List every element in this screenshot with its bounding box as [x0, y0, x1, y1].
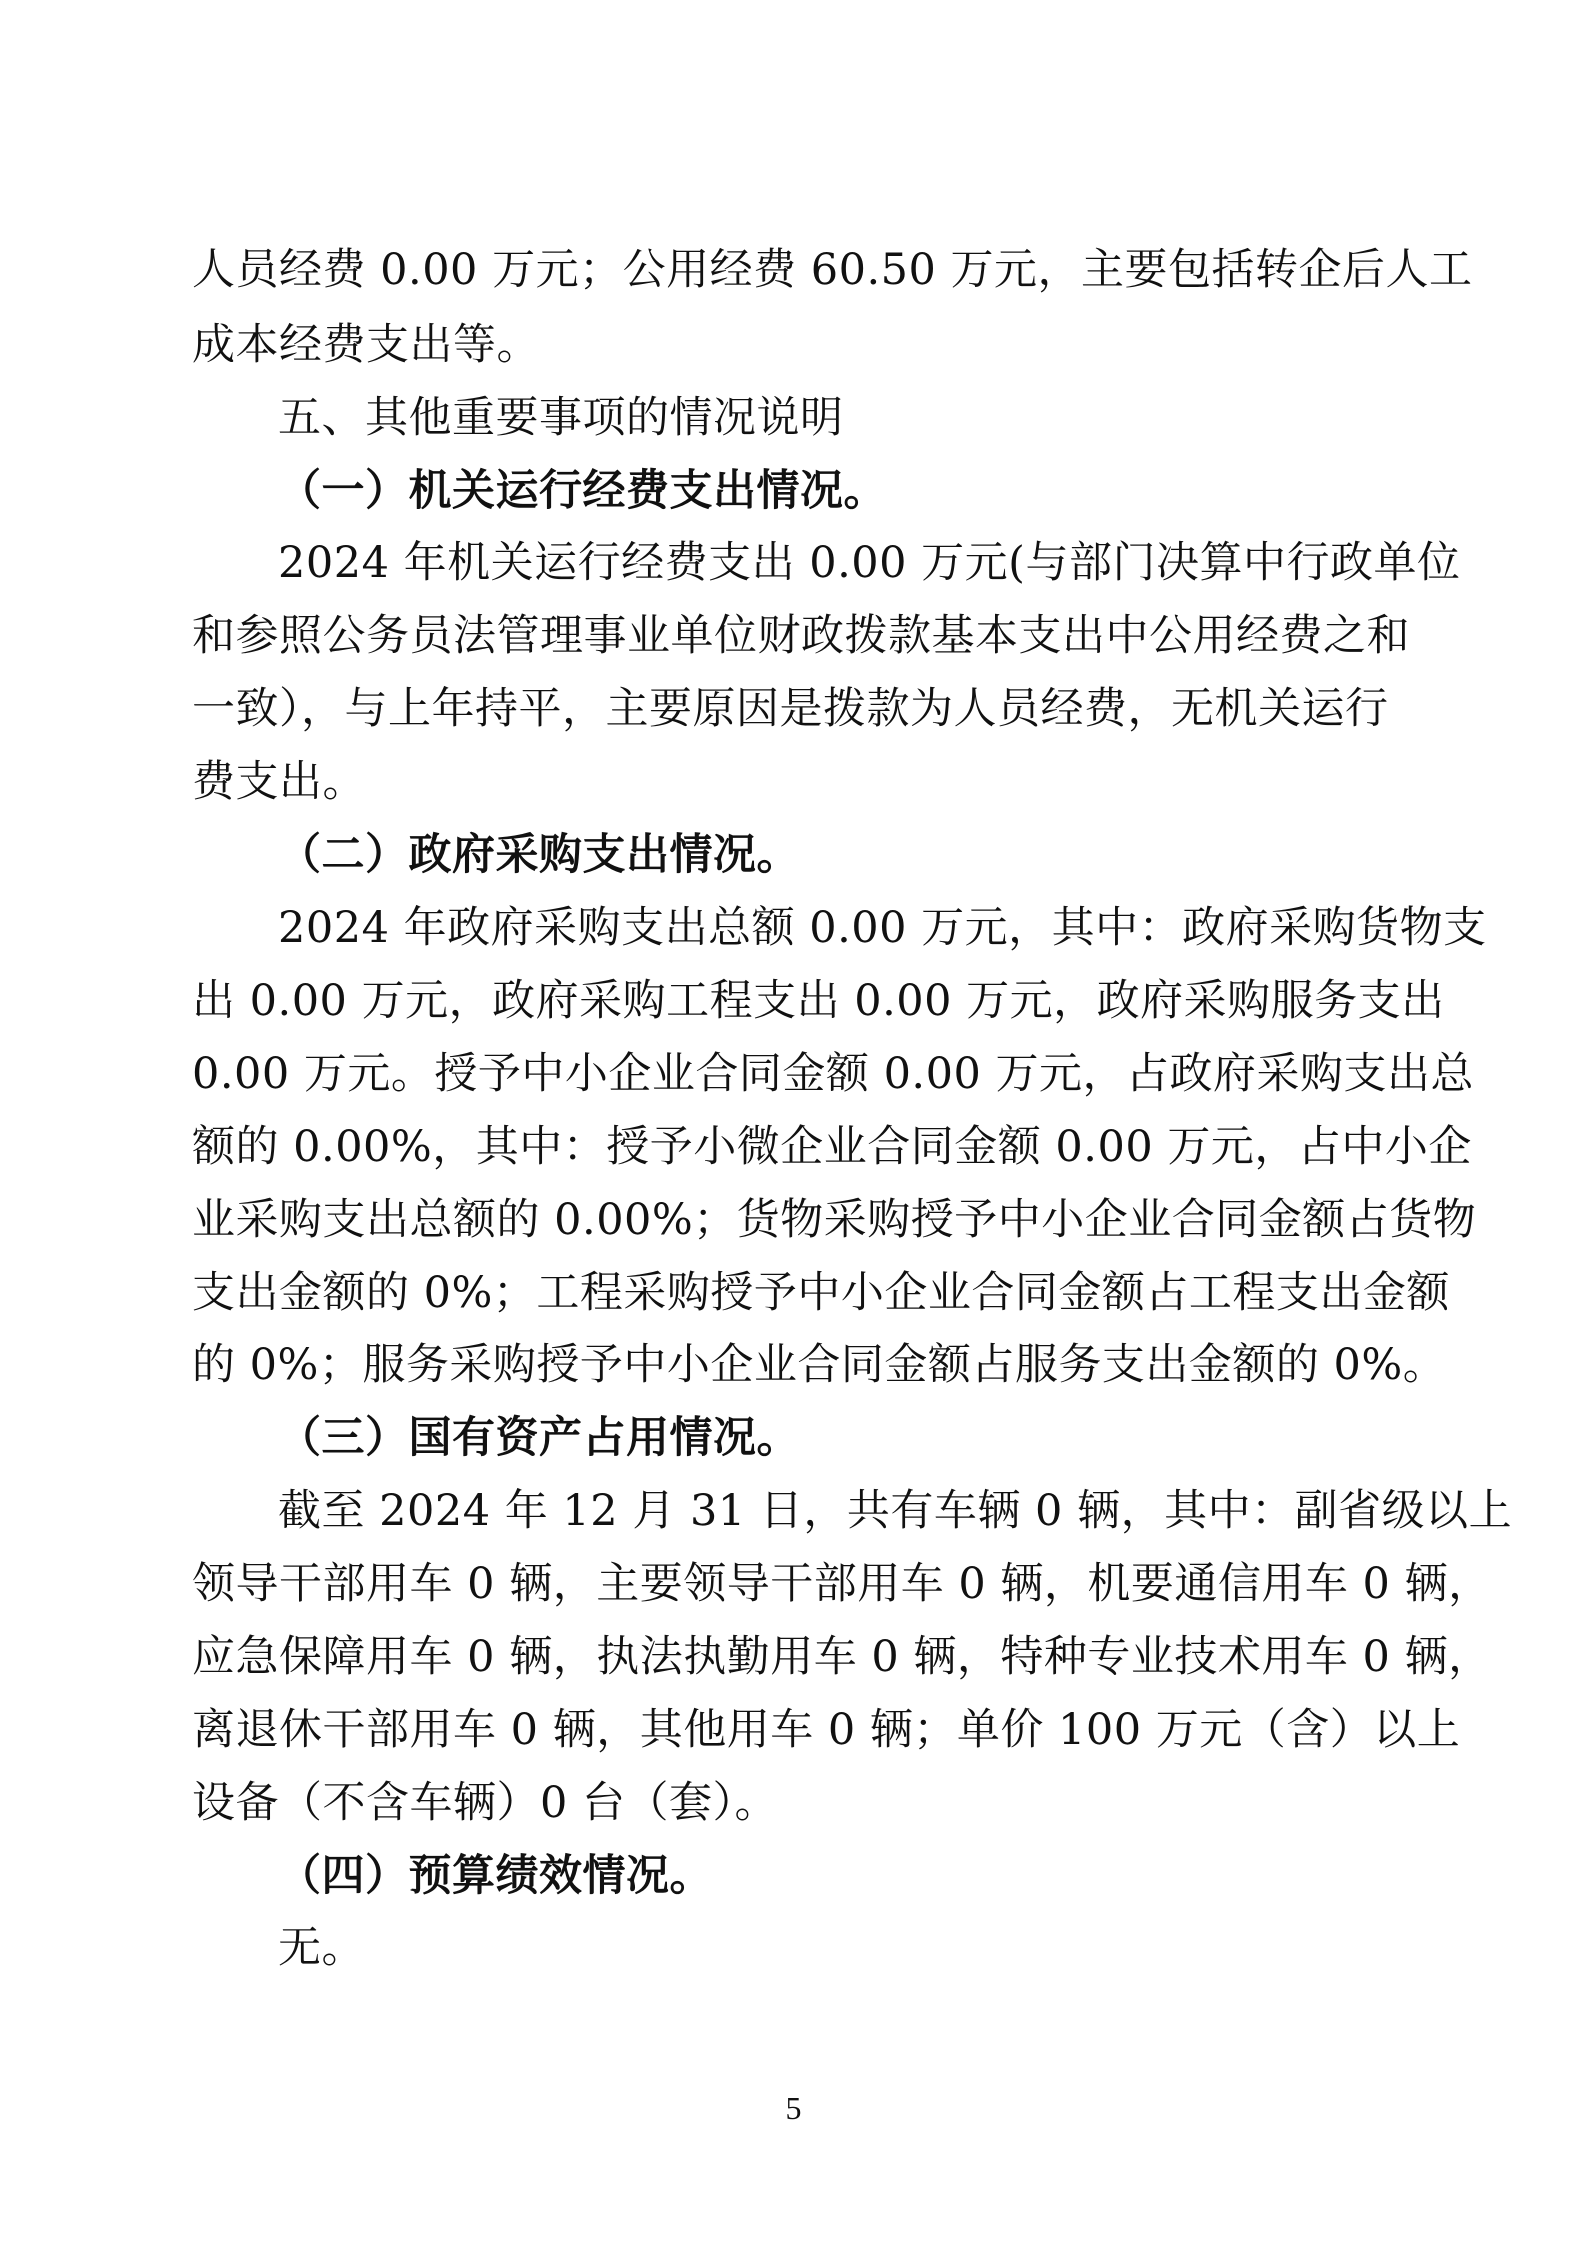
paragraph-line: 额的 0.00%，其中：授予小微企业合同金额 0.00 万元，占中小企 [192, 1122, 1472, 1172]
paragraph-line: 费支出。 [192, 757, 366, 807]
paragraph-line: 业采购支出总额的 0.00%；货物采购授予中小企业合同金额占货物 [192, 1195, 1477, 1245]
paragraph-line: 2024 年政府采购支出总额 0.00 万元，其中：政府采购货物支 [278, 903, 1487, 953]
subsection-heading: （三）国有资产占用情况。 [278, 1413, 800, 1463]
paragraph-line: 成本经费支出等。 [192, 320, 540, 370]
paragraph-line: 无。 [278, 1923, 365, 1973]
page-number: 5 [785, 2090, 802, 2126]
paragraph-line: 领导干部用车 0 辆，主要领导干部用车 0 辆，机要通信用车 0 辆， [192, 1559, 1492, 1609]
paragraph-line: 人员经费 0.00 万元；公用经费 60.50 万元，主要包括转企后人工 [192, 245, 1473, 295]
paragraph-line: 0.00 万元。授予中小企业合同金额 0.00 万元，占政府采购支出总 [192, 1049, 1474, 1099]
paragraph-line: 支出金额的 0%；工程采购授予中小企业合同金额占工程支出金额 [192, 1268, 1450, 1318]
paragraph-line: 应急保障用车 0 辆，执法执勤用车 0 辆，特种专业技术用车 0 辆， [192, 1632, 1492, 1682]
paragraph-line: 出 0.00 万元，政府采购工程支出 0.00 万元，政府采购服务支出 [192, 976, 1445, 1026]
subsection-heading: （二）政府采购支出情况。 [278, 830, 800, 880]
subsection-heading: （四）预算绩效情况。 [278, 1851, 713, 1901]
section-heading: 五、其他重要事项的情况说明 [278, 393, 844, 443]
paragraph-line: 和参照公务员法管理事业单位财政拨款基本支出中公用经费之和 [192, 611, 1410, 661]
paragraph-line: 设备（不含车辆）0 台（套）。 [192, 1778, 779, 1828]
subsection-heading: （一）机关运行经费支出情况。 [278, 466, 887, 516]
paragraph-line: 离退休干部用车 0 辆，其他用车 0 辆；单价 100 万元（含）以上 [192, 1705, 1461, 1755]
paragraph-line: 一致），与上年持平，主要原因是拨款为人员经费，无机关运行 [192, 684, 1389, 734]
paragraph-line: 2024 年机关运行经费支出 0.00 万元(与部门决算中行政单位 [278, 538, 1461, 588]
paragraph-line: 截至 2024 年 12 月 31 日，共有车辆 0 辆，其中：副省级以上 [278, 1486, 1513, 1536]
paragraph-line: 的 0%；服务采购授予中小企业合同金额占服务支出金额的 0%。 [192, 1340, 1447, 1390]
